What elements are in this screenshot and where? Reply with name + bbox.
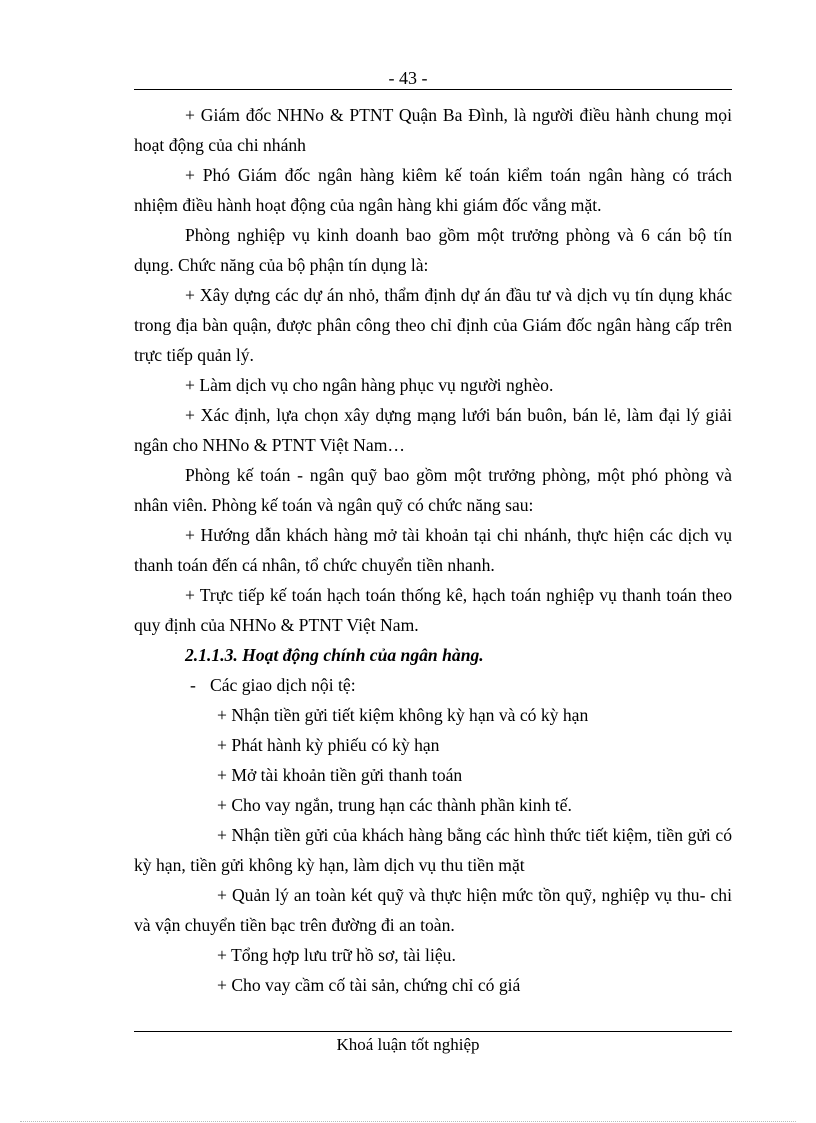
page-edge-divider: [20, 1121, 796, 1122]
document-body: [134, 100, 732, 1000]
paragraph: Phòng kế toán - ngân quỹ bao gồm một trưởng phòng, một phó phòng và nhân viên. Phòng kế toán và ngân quỹ có chức năng sau:: [134, 465, 732, 515]
paragraph: + Hướng dẫn khách hàng mở tài khoản tại chi nhánh, thực hiện các dịch vụ thanh toán đến cá nhân, tổ chức chuyển tiền nhanh.: [134, 525, 732, 575]
paragraph: + Làm dịch vụ cho ngân hàng phục vụ người nghèo.: [185, 375, 554, 395]
list-item: + Cho vay ngắn, trung hạn các thành phần kinh tế.: [217, 795, 572, 815]
paragraph: + Xây dựng các dự án nhỏ, thẩm định dự án đầu tư và dịch vụ tín dụng khác trong địa bàn quận, được phân công theo chỉ định của Giám đốc ngân hàng cấp trên trực tiếp quản lý.: [134, 285, 732, 365]
list-item: + Cho vay cầm cố tài sản, chứng chỉ có giá: [217, 975, 521, 995]
footer-text: Khoá luận tốt nghiệp: [336, 1035, 480, 1054]
dash-list-item: [134, 670, 732, 700]
paragraph: Phòng nghiệp vụ kinh doanh bao gồm một trưởng phòng và 6 cán bộ tín dụng. Chức năng của bộ phận tín dụng là:: [134, 225, 732, 275]
dash-list-item-text: Các giao dịch nội tệ:: [210, 675, 356, 695]
list-item: + Mở tài khoản tiền gửi thanh toán: [217, 765, 463, 785]
list-item: + Phát hành kỳ phiếu có kỳ hạn: [217, 735, 440, 755]
header-rule: [134, 89, 732, 90]
page-number: - 43 -: [388, 68, 428, 88]
list-item: + Nhận tiền gửi của khách hàng bằng các hình thức tiết kiệm, tiền gửi có kỳ hạn, tiền gửi không kỳ hạn, làm dịch vụ thu tiền mặt: [134, 825, 732, 875]
paragraph: + Giám đốc NHNo & PTNT Quận Ba Đình, là người điều hành chung mọi hoạt động của chi nhánh: [134, 105, 732, 155]
paragraph: + Xác định, lựa chọn xây dựng mạng lưới bán buôn, bán lẻ, làm đại lý giải ngân cho NHNo & PTNT Việt Nam…: [134, 405, 732, 455]
footer-rule: [134, 1031, 732, 1032]
list-item: + Nhận tiền gửi tiết kiệm không kỳ hạn và có kỳ hạn: [217, 705, 589, 725]
section-heading: 2.1.1.3. Hoạt động chính của ngân hàng.: [185, 645, 484, 665]
dash-bullet: -: [190, 675, 196, 695]
list-item: + Quản lý an toàn két quỹ và thực hiện mức tồn quỹ, nghiệp vụ thu- chi và vận chuyển tiền bạc trên đường đi an toàn.: [134, 885, 732, 935]
paragraph: + Phó Giám đốc ngân hàng kiêm kế toán kiểm toán ngân hàng có trách nhiệm điều hành hoạt động của ngân hàng khi giám đốc vắng mặt.: [134, 165, 732, 215]
list-item: + Tổng hợp lưu trữ hồ sơ, tài liệu.: [217, 945, 456, 965]
paragraph: + Trực tiếp kế toán hạch toán thống kê, hạch toán nghiệp vụ thanh toán theo quy định của NHNo & PTNT Việt Nam.: [134, 585, 732, 635]
